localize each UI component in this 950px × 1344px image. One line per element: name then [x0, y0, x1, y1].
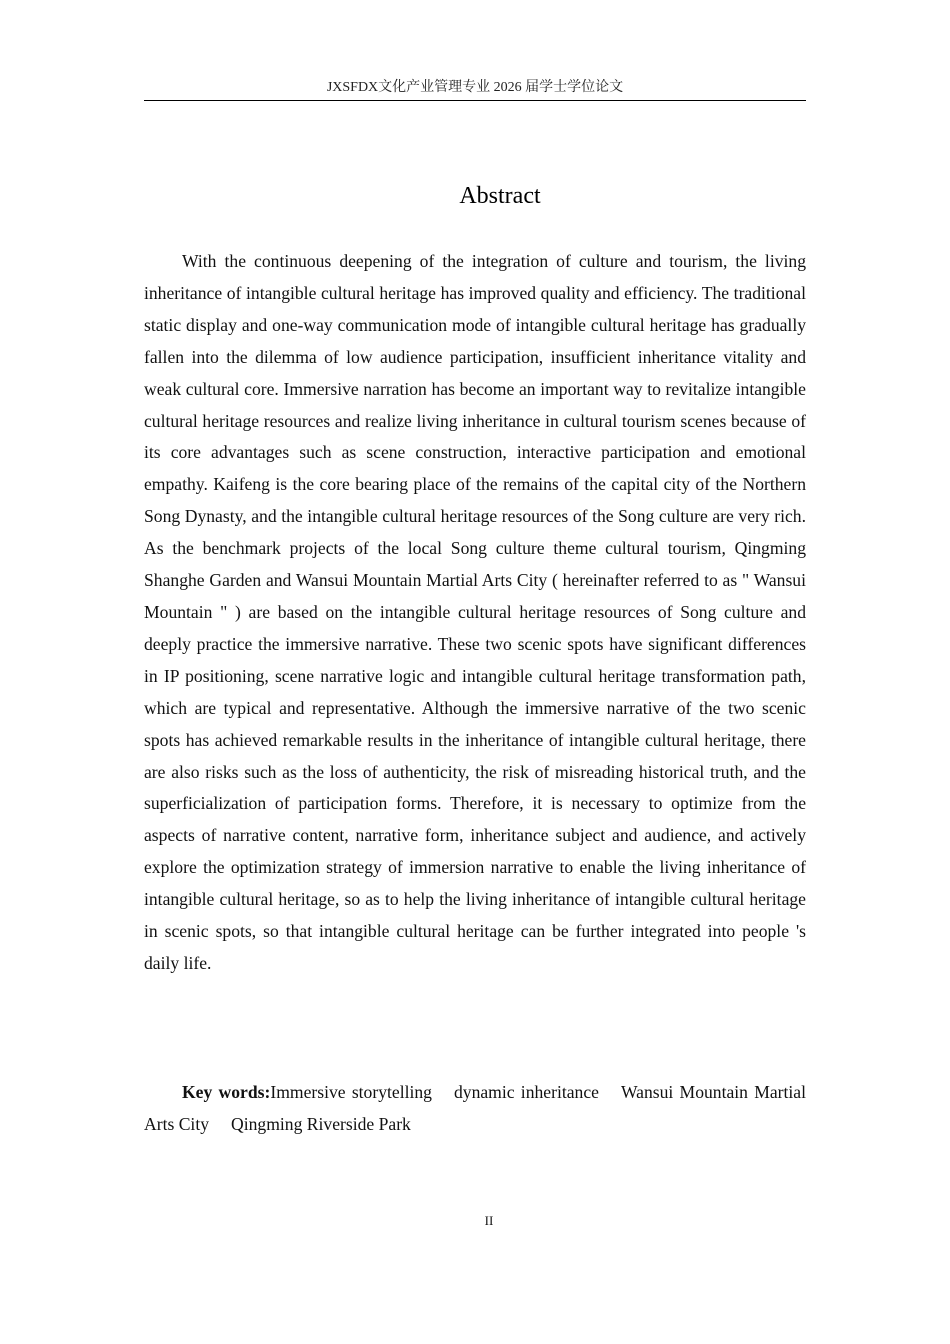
keywords-line — [144, 1076, 806, 1140]
keyword-item: Immersive storytelling — [270, 1082, 432, 1102]
header-rule — [144, 100, 806, 101]
abstract-title: Abstract — [459, 183, 541, 209]
abstract-body: With the continuous deepening of the integration of culture and tourism, the living inheritance of intangible cultural heritage has improved quality and efficiency. The traditional static display and one-way communication mode of intangible cultural heritage has gradually fallen into the dilemma of low audience participation, insufficient inheritance vitality and weak cultural core. Immersive narration has become an important way to revitalize intangible cultural heritage resources and realize living inheritance in cultural tourism scenes because of its core advantages such as scene construction, interactive participation and emotional empathy. Kaifeng is the core bearing place of the remains of the capital city of the Northern Song Dynasty, and the intangible cultural heritage resources of the Song culture are very rich. As the benchmark projects of the local Song culture theme cultural tourism, Qingming Shanghe Garden and Wansui Mountain Martial Arts City ( hereinafter referred to as " Wansui Mountain " ) are based on the intangible cultural heritage resources of Song culture and deeply practice the immersive narrative. These two scenic spots have significant differences in IP positioning, scene narrative logic and intangible cultural heritage transformation path, which are typical and representative. Although the immersive narrative of the two scenic spots has achieved remarkable results in the inheritance of intangible cultural heritage, there are also risks such as the loss of authenticity, the risk of misreading historical truth, and the superficialization of participation forms. Therefore, it is necessary to optimize from the aspects of narrative content, narrative form, inheritance subject and audience, and actively explore the optimization strategy of immersion narrative to enable the living inheritance of intangible cultural heritage, so as to help the living inheritance of intangible cultural heritage in scenic spots, so that intangible cultural heritage can be further integrated into people 's daily life. — [144, 251, 806, 973]
keyword-item: dynamic inheritance — [453, 1082, 599, 1102]
keyword-item: Qingming Riverside Park — [231, 1114, 411, 1134]
page-number: II — [484, 1213, 494, 1228]
running-header: JXSFDX文化产业管理专业 2026 届学士学位论文 — [326, 80, 624, 95]
keywords-label: Key words: — [182, 1082, 271, 1102]
keyword-item: Wansui Mountain Martial Arts City — [144, 1082, 806, 1134]
